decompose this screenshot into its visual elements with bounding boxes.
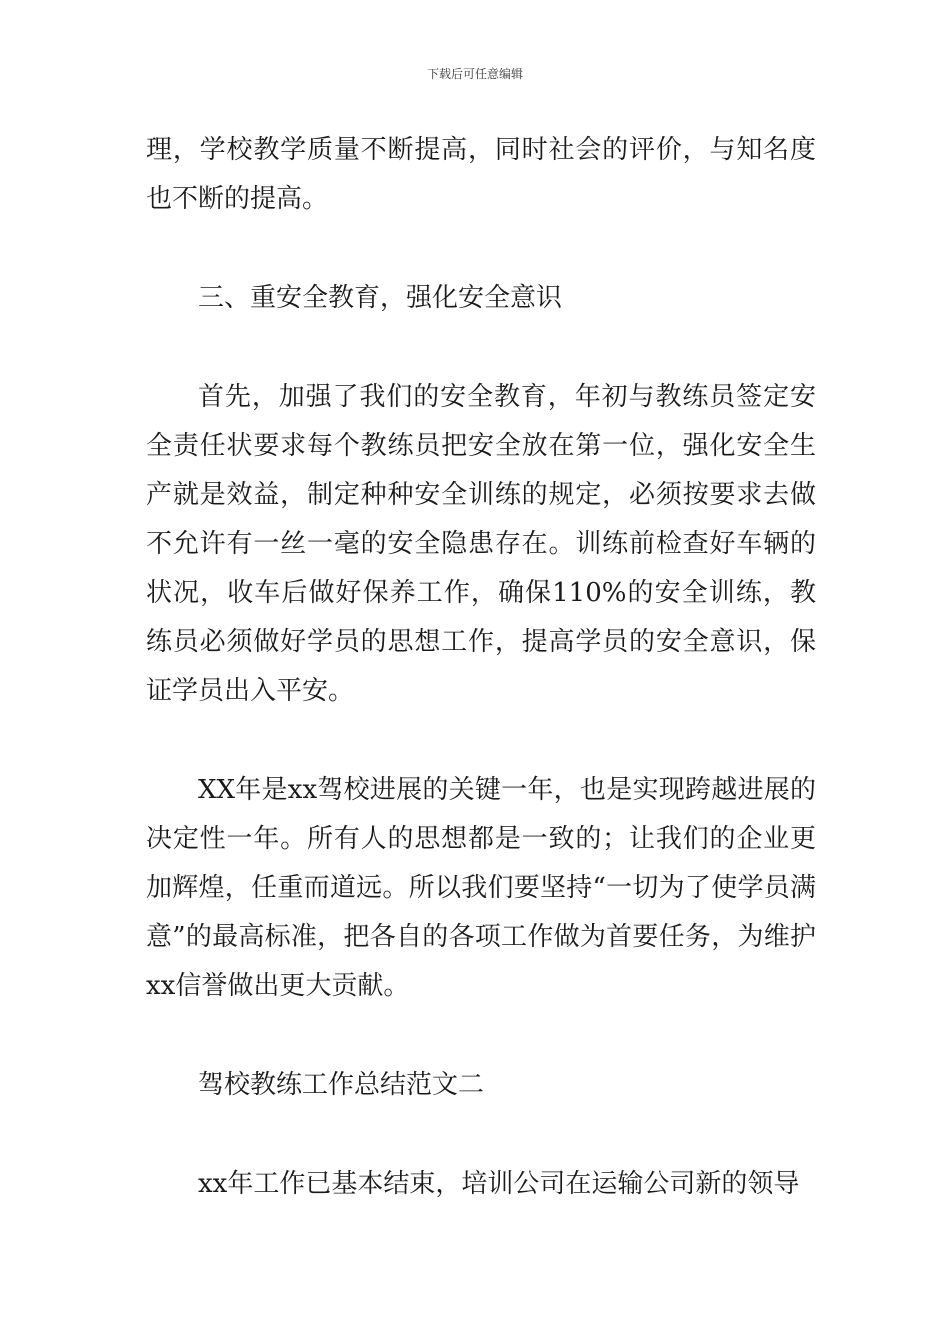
document-body xyxy=(146,126,816,1209)
article-title: 驾校教练工作总结范文二 xyxy=(198,1070,485,1100)
paragraph-continuation: 理，学校教学质量不断提高，同时社会的评价，与知名度也不断的提高。 xyxy=(146,135,816,214)
header-note: 下载后可任意编辑 xyxy=(426,67,523,81)
paragraph-safety: 首先，加强了我们的安全教育，年初与教练员签定安全责任状要求每个教练员把安全放在第一位，强化安全生产就是效益，制定种种安全训练的规定，必须按要求去做不允许有一丝一毫的安全隐患存在。训练前检查好车辆的状况，收车后做好保养工作，确保110%的安全训练，教练员必须做好学员的思想工作，提高学员的安全意识，保证学员出入平安。 xyxy=(146,382,816,706)
paragraph-opening: xx年工作已基本结束，培训公司在运输公司新的领导 xyxy=(198,1169,800,1199)
paragraph-outlook: XX年是xx驾校进展的关键一年，也是实现跨越进展的决定性一年。所有人的思想都是一致的；让我们的企业更加辉煌，任重而道远。所以我们要坚持“一切为了使学员满意”的最高标准，把各自的各项工作做为首要任务，为维护xx信誉做出更大贡献。 xyxy=(146,775,816,1001)
section-heading: 三、重安全教育，强化安全意识 xyxy=(198,283,563,313)
